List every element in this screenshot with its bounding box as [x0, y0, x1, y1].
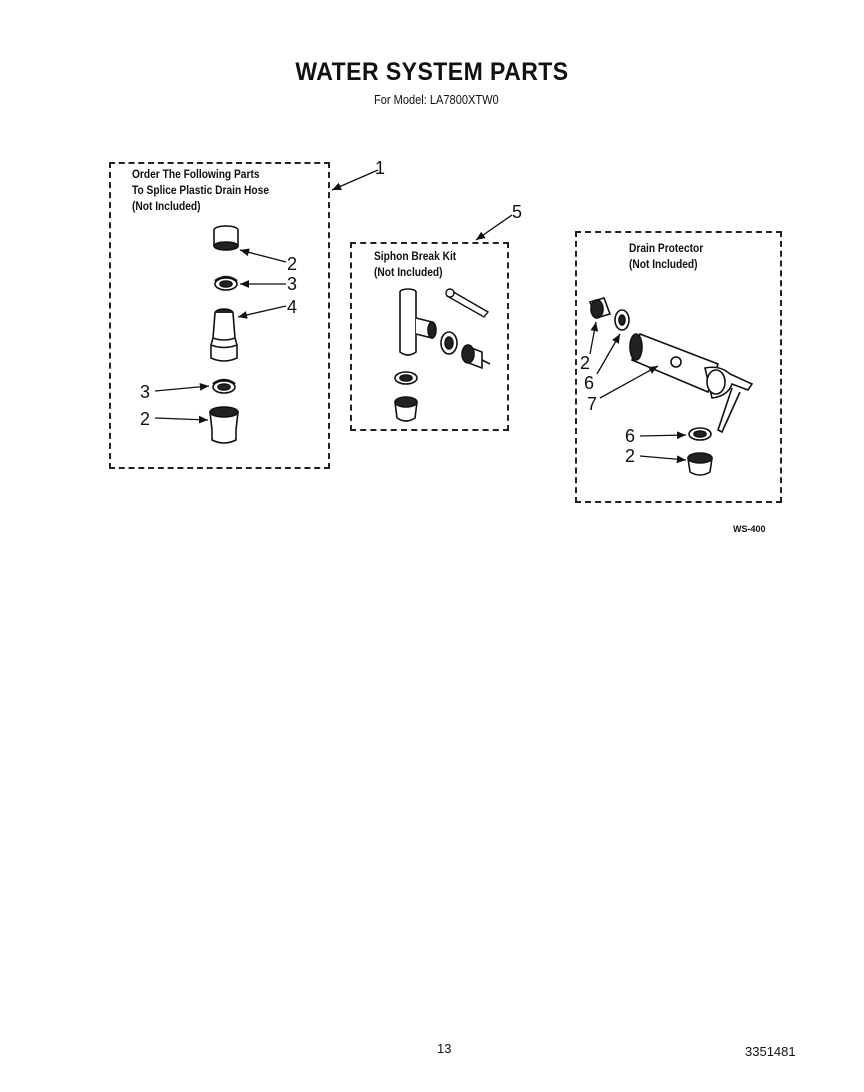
leader-drain-protector — [600, 366, 658, 398]
splice-label-line-1: Order The Following Parts — [132, 167, 260, 181]
drain-label-line-2: (Not Included) — [629, 257, 698, 271]
leader-splice-group — [332, 170, 378, 190]
siphon-label-line-1: Siphon Break Kit — [374, 249, 457, 263]
callout-3-splice-top: 3 — [287, 274, 298, 294]
model-subtitle: For Model: LA7800XTW0 — [374, 92, 499, 107]
page-number: 13 — [437, 1041, 452, 1056]
siphon-adapter — [395, 397, 417, 421]
document-number: 3351481 — [745, 1044, 796, 1059]
leader-splice-coupling — [238, 306, 286, 317]
callout-5: 5 — [512, 202, 523, 222]
drain-clamp-bottom — [689, 428, 711, 440]
callout-6-drain-top: 6 — [584, 373, 595, 393]
figure-code: WS-400 — [733, 524, 766, 534]
drain-clamp-top — [615, 310, 629, 330]
page-title: WATER SYSTEM PARTS — [295, 58, 569, 86]
callout-4: 4 — [287, 297, 298, 317]
splice-top-clamp — [215, 277, 237, 290]
callout-2-splice-top: 2 — [287, 254, 298, 274]
drain-protector-body — [630, 334, 752, 432]
siphon-tee — [400, 289, 436, 355]
drain-adapter-top — [590, 298, 610, 318]
callout-2-drain-top: 2 — [580, 353, 591, 373]
leader-drain-clamp-bottom — [640, 435, 686, 436]
leader-drain-clamp-top — [597, 334, 620, 374]
siphon-cap — [462, 345, 490, 368]
leader-siphon-group — [476, 215, 512, 240]
callout-6-drain-bottom: 6 — [625, 426, 636, 446]
drain-label-line-1: Drain Protector — [629, 241, 704, 255]
callout-2-splice-bottom: 2 — [140, 409, 151, 429]
splice-label-line-2: To Splice Plastic Drain Hose — [132, 183, 269, 197]
callout-7: 7 — [587, 394, 598, 414]
leader-drain-adapter-top — [590, 322, 596, 354]
callout-1: 1 — [375, 158, 386, 178]
splice-label-line-3: (Not Included) — [132, 199, 201, 213]
leader-splice-bottom-adapter — [155, 418, 208, 420]
drain-adapter-bottom — [688, 453, 712, 475]
splice-coupling — [211, 309, 237, 361]
leader-drain-adapter-bottom — [640, 456, 686, 460]
splice-bottom-adapter — [210, 407, 238, 443]
siphon-clamp — [395, 372, 417, 384]
splice-top-adapter — [214, 226, 238, 250]
callout-3-splice-bottom: 3 — [140, 382, 151, 402]
callout-2-drain-bottom: 2 — [625, 446, 636, 466]
splice-bottom-clamp — [213, 380, 235, 393]
leader-splice-top-adapter — [240, 250, 286, 262]
siphon-pin — [446, 289, 488, 317]
siphon-label-line-2: (Not Included) — [374, 265, 443, 279]
leader-splice-bottom-clamp — [155, 386, 209, 391]
siphon-washer — [441, 332, 457, 354]
